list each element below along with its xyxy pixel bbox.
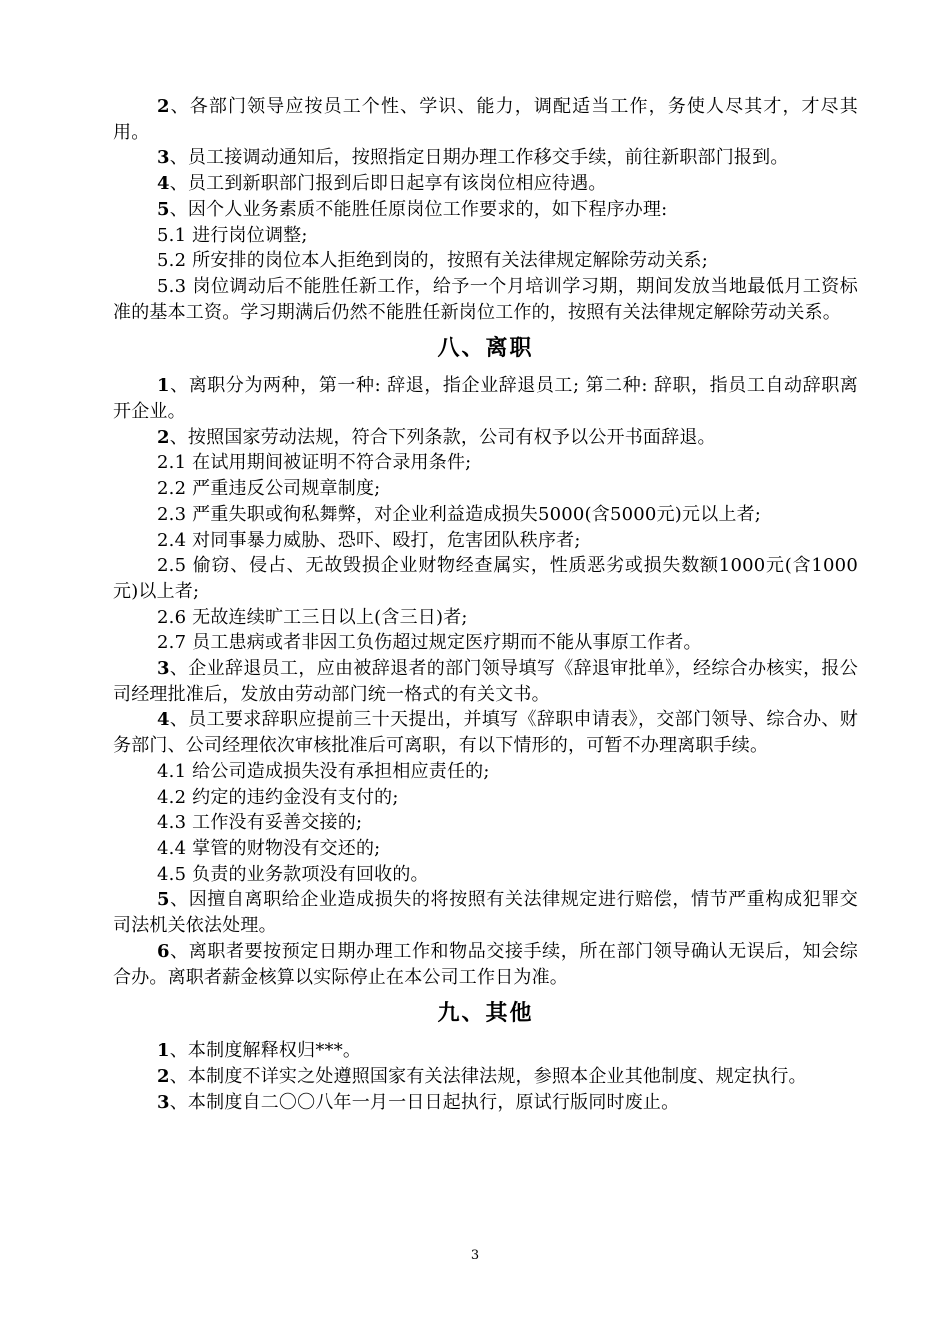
section-other [113,1038,858,1115]
paragraph: 4.5 负责的业务款项没有回收的。 [157,863,429,885]
paragraph: 4.1 给公司造成损失没有承担相应责任的; [157,760,490,782]
paragraph: 4.2 约定的违约金没有支付的; [157,786,399,808]
paragraph: 5.1 进行岗位调整; [157,224,308,246]
paragraph: 2、按照国家劳动法规，符合下列条款，公司有权予以公开书面辞退。 [157,426,716,448]
paragraph: 3、员工接调动通知后，按照指定日期办理工作移交手续，前往新职部门报到。 [157,147,789,169]
paragraph: 2.1 在试用期间被证明不符合录用条件; [157,452,472,474]
paragraph: 6、离职者要按预定日期办理工作和物品交接手续，所在部门领导确认无误后，知会综合办。离职者薪金核算以实际停止在本公司工作日为准。 [113,940,858,988]
paragraph: 3、企业辞退员工，应由被辞退者的部门领导填写《辞退审批单》，经综合办核实，报公司经理批准后，发放由劳动部门统一格式的有关文书。 [113,658,858,705]
section-transfer-continued [113,94,858,325]
paragraph: 1、离职分为两种，第一种: 辞退，指企业辞退员工; 第二种: 辞职，指员工自动辞职离开企业。 [113,375,858,423]
paragraph: 2.6 无故连续旷工三日以上(含三日)者; [157,606,468,628]
paragraph: 4、员工到新职部门报到后即日起享有该岗位相应待遇。 [157,173,607,195]
section-resignation [113,373,858,990]
paragraph: 5.2 所安排的岗位本人拒绝到岗的，按照有关法律规定解除劳动关系; [157,250,709,272]
paragraph: 4.4 掌管的财物没有交还的; [157,837,381,859]
paragraph: 3、本制度自二〇〇八年一月一日日起执行，原试行版同时废止。 [157,1091,680,1113]
paragraph: 1、本制度解释权归***。 [157,1040,362,1062]
paragraph: 2、本制度不详实之处遵照国家有关法律法规，参照本企业其他制度、规定执行。 [157,1065,807,1087]
paragraph: 5、因个人业务素质不能胜任原岗位工作要求的，如下程序办理: [157,198,668,220]
paragraph: 5.3 岗位调动后不能胜任新工作，给予一个月培训学习期，期间发放当地最低月工资标准的基本工资。学习期满后仍然不能胜任新岗位工作的，按照有关法律规定解除劳动关系。 [113,275,858,323]
section-heading-other: 九、其他 [437,1000,534,1027]
page-number: 3 [470,1248,480,1263]
paragraph: 2.5 偷窃、侵占、无故毁损企业财物经查属实，性质恶劣或损失数额1000元(含1000元)以上者; [113,555,858,602]
paragraph: 4、员工要求辞职应提前三十天提出，并填写《辞职申请表》，交部门领导、综合办、财务部门、公司经理依次审核批准后可离职，有以下情形的，可暂不办理离职手续。 [113,709,858,757]
paragraph: 4.3 工作没有妥善交接的; [157,812,363,834]
paragraph: 2、各部门领导应按员工个性、学识、能力，调配适当工作，务使人尽其才，才尽其用。 [113,96,858,143]
paragraph: 2.7 员工患病或者非因工负伤超过规定医疗期而不能从事原工作者。 [157,632,702,654]
paragraph: 2.4 对同事暴力威胁、恐吓、殴打，危害团队秩序者; [157,529,581,551]
paragraph: 2.2 严重违反公司规章制度; [157,478,381,500]
paragraph: 2.3 严重失职或徇私舞弊，对企业利益造成损失5000(含5000元)元以上者; [157,503,762,525]
section-heading-resignation: 八、离职 [437,335,534,362]
paragraph: 5、因擅自离职给企业造成损失的将按照有关法律规定进行赔偿，情节严重构成犯罪交司法机关依法处理。 [113,889,858,937]
